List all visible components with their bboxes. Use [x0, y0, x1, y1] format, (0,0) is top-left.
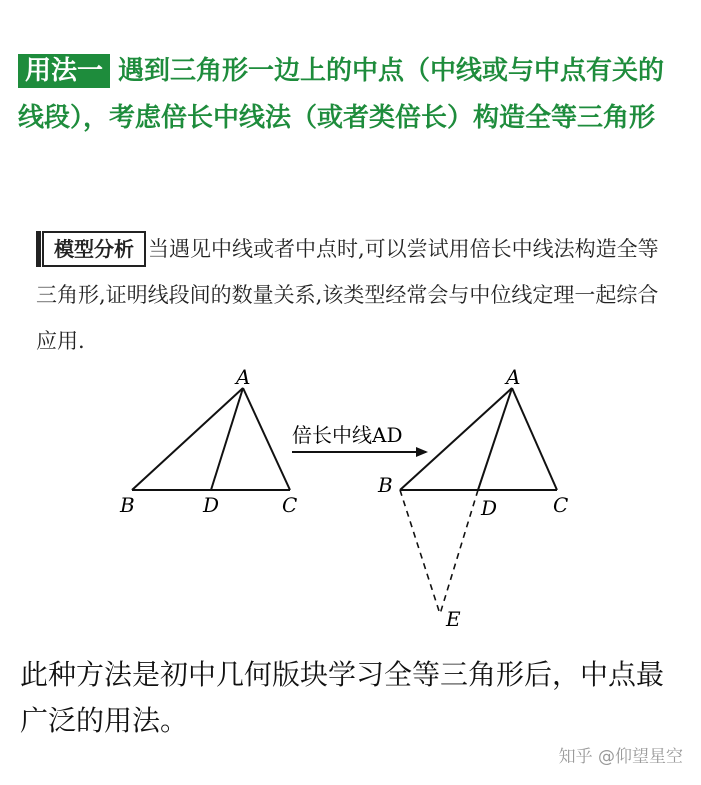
- left-label-c: C: [282, 493, 298, 517]
- left-label-b: B: [120, 493, 135, 517]
- model-analysis-label: 模型分析: [42, 231, 146, 267]
- arrow-label: 倍长中线AD: [292, 423, 403, 447]
- right-label-a: A: [506, 365, 521, 389]
- left-label-a: A: [236, 365, 251, 389]
- model-analysis-text: 当遇见中线或者中点时,可以尝试用倍长中线法构造全等三角形,证明线段间的数量关系,该类型经常会与中位线定理一起综合应用.: [36, 237, 659, 353]
- heading-text: 遇到三角形一边上的中点（中线或与中点有关的线段），考虑倍长中线法（或者类倍长）构造全等三角形: [18, 56, 665, 133]
- model-analysis: [36, 226, 676, 364]
- right-label-c: C: [553, 493, 569, 517]
- dashed-extension: [400, 490, 478, 614]
- right-label-e: E: [446, 607, 461, 631]
- conclusion-text: 此种方法是初中几何版块学习全等三角形后，中点最广泛的用法。: [20, 658, 665, 737]
- right-label-b: B: [378, 473, 393, 497]
- right-label-d: D: [481, 496, 498, 520]
- watermark: 知乎 @仰望星空: [558, 747, 683, 767]
- usage-tag: 用法一: [18, 54, 110, 88]
- section-heading: [18, 48, 678, 142]
- right-triangle: [400, 388, 557, 490]
- geometry-diagram: [0, 360, 701, 640]
- left-label-d: D: [203, 493, 220, 517]
- arrow: [292, 447, 428, 457]
- left-triangle: [132, 388, 290, 490]
